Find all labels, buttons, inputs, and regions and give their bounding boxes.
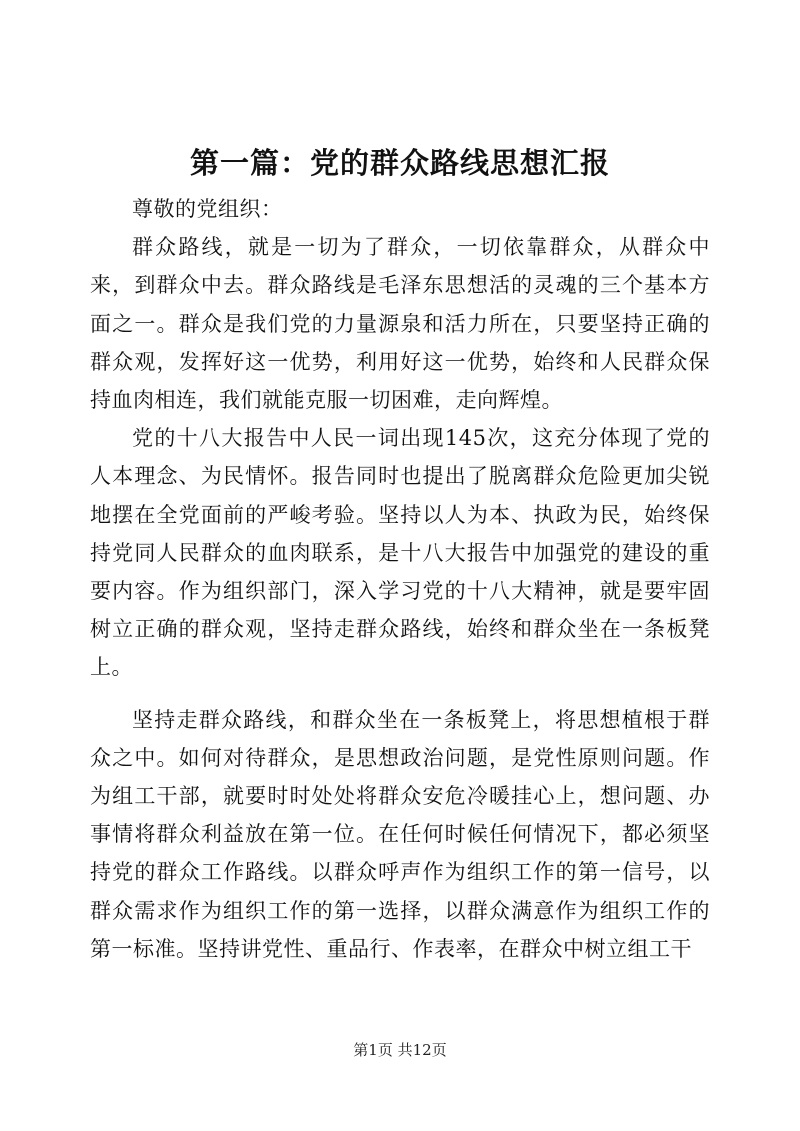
document-body — [90, 190, 710, 968]
paragraph-2: 党的十八大报告中人民一词出现145次，这充分体现了党的人本理念、为民情怀。报告同时也提出了脱离群众危险更加尖锐地摆在全党面前的严峻考验。坚持以人为本、执政为民，始终保持党同人民群众的血肉联系，是十八大报告中加强党的建设的重要内容。作为组织部门，深入学习党的十八大精神，就是要牢固树立正确的群众观，坚持走群众路线，始终和群众坐在一条板凳上。 — [90, 426, 710, 680]
document-title: 第一篇：党的群众路线思想汇报 — [189, 146, 610, 180]
paragraph-spacer — [90, 687, 710, 701]
paragraph-3: 坚持走群众路线，和群众坐在一条板凳上，将思想植根于群众之中。如何对待群众，是思想政治问题，是党性原则问题。作为组工干部，就要时时处处将群众安危冷暖挂心上，想问题、办事情将群众利益放在第一位。在任何时候任何情况下，都必须坚持党的群众工作路线。以群众呼声作为组织工作的第一信号，以群众需求作为组织工作的第一选择，以群众满意作为组织工作的第一标准。坚持讲党性、重品行、作表率，在群众中树立组工干 — [90, 707, 710, 961]
page-number-footer: 第1页 共12页 — [353, 1041, 447, 1059]
salutation: 尊敬的党组织： — [132, 197, 283, 221]
paragraph-1: 群众路线，就是一切为了群众，一切依靠群众，从群众中来，到群众中去。群众路线是毛泽东思想活的灵魂的三个基本方面之一。群众是我们党的力量源泉和活力所在，只要坚持正确的群众观，发挥好这一优势，利用好这一优势，始终和人民群众保持血肉相连，我们就能克服一切困难，走向辉煌。 — [90, 235, 710, 413]
